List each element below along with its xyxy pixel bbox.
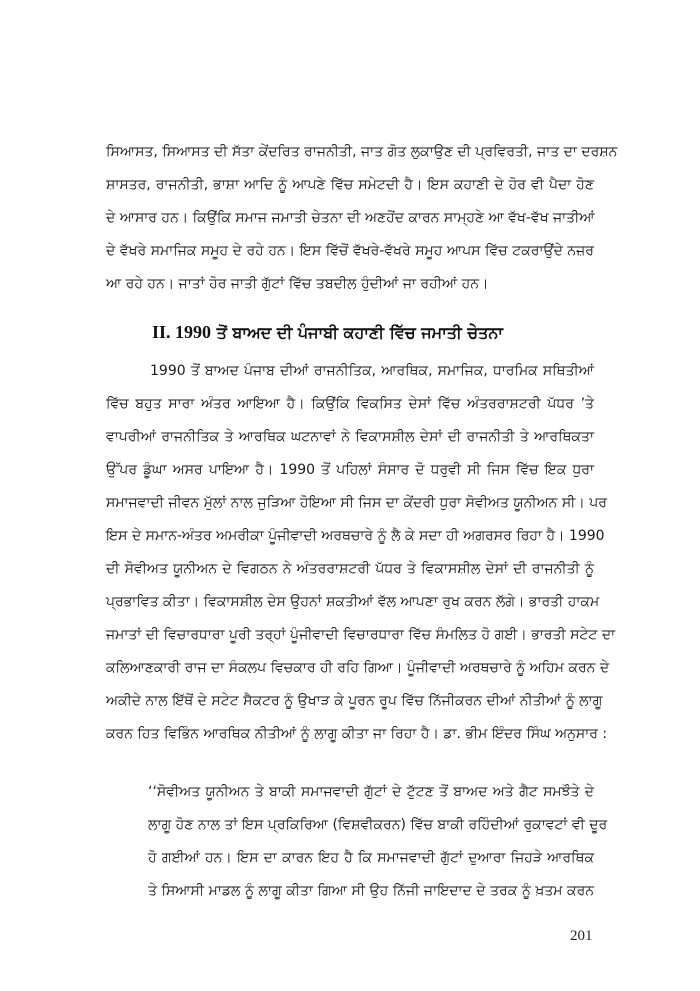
quote-line: ਲਾਗੂ ਹੋਣ ਨਾਲ ਤਾਂ ਇਸ ਪ੍ਰਕਿਰਿਆ (ਵਿਸ਼ਵੀਕਰਨ) ਵਿੱਚ ਬਾਕੀ ਰਹਿੰਦੀਆਂ ਰੁਕਾਵਟਾਂ ਵੀ ਦੂਰ	[148, 817, 608, 833]
text-line: ਉੱਪਰ ਡੂੰਘਾ ਅਸਰ ਪਾਇਆ ਹੈ। 1990 ਤੋਂ ਪਹਿਲਾਂ ਸੰਸਾਰ ਦੋ ਧਰੁਵੀ ਸੀ ਜਿਸ ਵਿੱਚ ਇਕ ਧੁਰਾ	[106, 462, 594, 478]
text-line: ਪ੍ਰਭਾਵਿਤ ਕੀਤਾ। ਵਿਕਾਸਸ਼ੀਲ ਦੇਸ ਉਹਨਾਂ ਸ਼ਕਤੀਆਂ ਵੱਲ ਆਪਣਾ ਰੁਖ ਕਰਨ ਲੱਗੇ। ਭਾਰਤੀ ਹਾਕਮ	[106, 594, 600, 610]
quote-line: ‘‘ਸੋਵੀਅਤ ਯੂਨੀਅਨ ਤੇ ਬਾਕੀ ਸਮਾਜਵਾਦੀ ਗੁੱਟਾਂ ਦੇ ਟੁੱਟਣ ਤੋਂ ਬਾਅਦ ਅਤੇ ਗੈਟ ਸਮਝੌਤੇ ਦੇ	[148, 784, 594, 800]
text-line: ਵਿੱਚ ਬਹੁਤ ਸਾਰਾ ਅੰਤਰ ਆਇਆ ਹੈ। ਕਿਉਂਕਿ ਵਿਕਸਿਤ ਦੇਸਾਂ ਵਿੱਚ ਅੰਤਰਰਾਸ਼ਟਰੀ ਪੱਧਰ ’ਤੇ	[106, 396, 594, 412]
text-line: ਇਸ ਦੇ ਸਮਾਨ-ਅੰਤਰ ਅਮਰੀਕਾ ਪੂੰਜੀਵਾਦੀ ਅਰਥਚਾਰੇ ਨੂੰ ਲੈ ਕੇ ਸਦਾ ਹੀ ਅਗਰਸਰ ਰਿਹਾ ਹੈ। 1990	[106, 528, 605, 544]
section-heading	[152, 321, 572, 344]
text-line: ਦੀ ਸੋਵੀਅਤ ਯੂਨੀਅਨ ਦੇ ਵਿਗਠਨ ਨੇ ਅੰਤਰਰਾਸ਼ਟਰੀ ਪੱਧਰ ਤੇ ਵਿਕਾਸਸ਼ੀਲ ਦੇਸਾਂ ਦੀ ਰਾਜਨੀਤੀ ਨੂੰ	[106, 561, 594, 577]
text-line: ਜਮਾਤਾਂ ਦੀ ਵਿਚਾਰਧਾਰਾ ਪੂਰੀ ਤਰ੍ਹਾਂ ਪੂੰਜੀਵਾਦੀ ਵਿਚਾਰਧਾਰਾ ਵਿੱਚ ਸੰਮਲਿਤ ਹੋ ਗਈ। ਭਾਰਤੀ ਸਟੇਟ ਦਾ	[106, 627, 616, 643]
text-line: ਦੇ ਵੱਖਰੇ ਸਮਾਜਿਕ ਸਮੂਹ ਦੇ ਰਹੇ ਹਨ। ਇਸ ਵਿੱਚੋਂ ਵੱਖਰੇ-ਵੱਖਰੇ ਸਮੂਹ ਆਪਸ ਵਿੱਚ ਟਕਰਾਉਂਦੇ ਨਜ਼ਰ	[106, 243, 594, 259]
text-line: ਅਕੀਦੇ ਨਾਲ ਇੱਥੋਂ ਦੇ ਸਟੇਟ ਸੈਕਟਰ ਨੂੰ ਉਖਾੜ ਕੇ ਪੂਰਨ ਰੂਪ ਵਿੱਚ ਨਿੱਜੀਕਰਨ ਦੀਆਂ ਨੀਤੀਆਂ ਨੂੰ ਲਾਗੂ	[106, 693, 603, 709]
section-numeral: II. 1990	[152, 322, 212, 342]
text-line: ਦੇ ਆਸਾਰ ਹਨ। ਕਿਉਂਕਿ ਸਮਾਜ ਜਮਾਤੀ ਚੇਤਨਾ ਦੀ ਅਣਹੋਂਦ ਕਾਰਨ ਸਾਮ੍ਹਣੇ ਆ ਵੱਖ-ਵੱਖ ਜਾਤੀਆਂ	[106, 210, 595, 226]
text-line: ਸ਼ਾਸਤਰ, ਰਾਜਨੀਤੀ, ਭਾਸ਼ਾ ਆਦਿ ਨੂੰ ਆਪਣੇ ਵਿੱਚ ਸਮੇਟਦੀ ਹੈ। ਇਸ ਕਹਾਣੀ ਦੇ ਹੋਰ ਵੀ ਪੈਦਾ ਹੋਣ	[106, 177, 594, 193]
text-line: ਸਿਆਸਤ, ਸਿਆਸਤ ਦੀ ਸੱਤਾ ਕੇਂਦਰਿਤ ਰਾਜਨੀਤੀ, ਜਾਤ ਗੋਤ ਲੁਕਾਉਣ ਦੀ ਪ੍ਰਵਿਰਤੀ, ਜਾਤ ਦਾ ਦਰਸ਼ਨ	[106, 144, 618, 160]
text-line: ਸਮਾਜਵਾਦੀ ਜੀਵਨ ਮੁੱਲਾਂ ਨਾਲ ਜੁੜਿਆ ਹੋਇਆ ਸੀ ਜਿਸ ਦਾ ਕੇਂਦਰੀ ਧੁਰਾ ਸੋਵੀਅਤ ਯੂਨੀਅਨ ਸੀ। ਪਰ	[106, 495, 607, 511]
quote-line: ਹੋ ਗਈਆਂ ਹਨ। ਇਸ ਦਾ ਕਾਰਨ ਇਹ ਹੈ ਕਿ ਸਮਾਜਵਾਦੀ ਗੁੱਟਾਂ ਦੁਆਰਾ ਜਿਹੜੇ ਆਰਥਿਕ	[148, 850, 594, 866]
section-title: ਤੋਂ ਬਾਅਦ ਦੀ ਪੰਜਾਬੀ ਕਹਾਣੀ ਵਿੱਚ ਜਮਾਤੀ ਚੇਤਨਾ	[216, 323, 503, 342]
text-line: 1990 ਤੋਂ ਬਾਅਦ ਪੰਜਾਬ ਦੀਆਂ ਰਾਜਨੀਤਿਕ, ਆਰਥਿਕ, ਸਮਾਜਿਕ, ਧਾਰਮਿਕ ਸਥਿਤੀਆਂ	[150, 363, 594, 379]
text-line: ਕਰਨ ਹਿਤ ਵਿਭਿੰਨ ਆਰਥਿਕ ਨੀਤੀਆਂ ਨੂੰ ਲਾਗੂ ਕੀਤਾ ਜਾ ਰਿਹਾ ਹੈ। ਡਾ. ਭੀਮ ਇੰਦਰ ਸਿੰਘ ਅਨੁਸਾਰ :	[106, 726, 608, 742]
page-number: 201	[570, 928, 593, 944]
quote-line: ਤੇ ਸਿਆਸੀ ਮਾਡਲ ਨੂੰ ਲਾਗੂ ਕੀਤਾ ਗਿਆ ਸੀ ਉਹ ਨਿੱਜੀ ਜਾਇਦਾਦ ਦੇ ਤਰਕ ਨੂੰ ਖ਼ਤਮ ਕਰਨ	[148, 883, 594, 899]
text-line: ਵਾਪਰੀਆਂ ਰਾਜਨੀਤਿਕ ਤੇ ਆਰਥਿਕ ਘਟਨਾਵਾਂ ਨੇ ਵਿਕਾਸਸ਼ੀਲ ਦੇਸਾਂ ਦੀ ਰਾਜਨੀਤੀ ਤੇ ਆਰਥਿਕਤਾ	[106, 429, 594, 445]
text-line: ਆ ਰਹੇ ਹਨ। ਜਾਤਾਂ ਹੋਰ ਜਾਤੀ ਗੁੱਟਾਂ ਵਿੱਚ ਤਬਦੀਲ ਹੁੰਦੀਆਂ ਜਾ ਰਹੀਆਂ ਹਨ।	[106, 276, 489, 292]
text-line: ਕਲਿਆਣਕਾਰੀ ਰਾਜ ਦਾ ਸੰਕਲਪ ਵਿਚਕਾਰ ਹੀ ਰਹਿ ਗਿਆ। ਪੂੰਜੀਵਾਦੀ ਅਰਥਚਾਰੇ ਨੂੰ ਅਹਿਮ ਕਰਨ ਦੇ	[106, 660, 610, 676]
